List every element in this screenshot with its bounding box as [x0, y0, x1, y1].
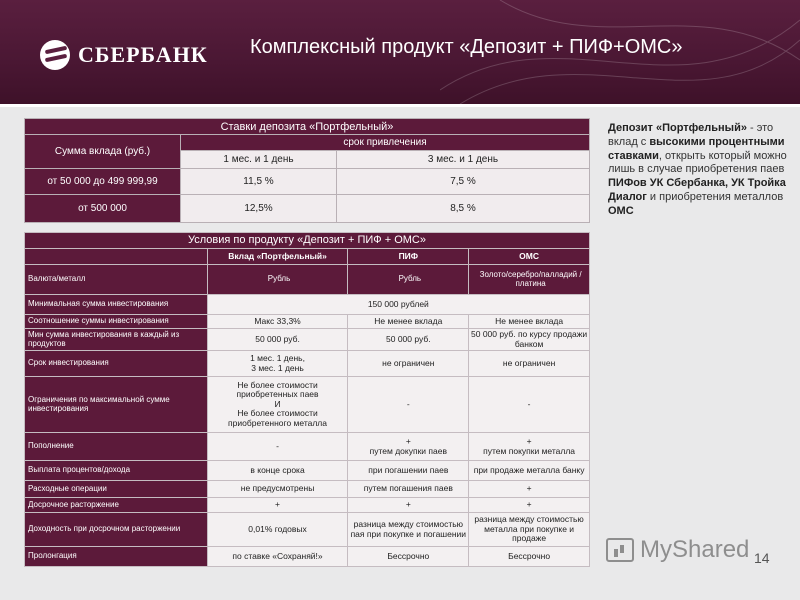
row-value: по ставке «Сохраняй!»	[207, 547, 348, 567]
chart-icon	[606, 538, 634, 562]
rates-table-title: Ставки депозита «Портфельный»	[25, 119, 590, 135]
row-value: при продаже металла банку	[469, 461, 590, 481]
logo-text: СБЕРБАНК	[78, 42, 208, 67]
side-description	[608, 122, 790, 218]
conditions-table-title: Условия по продукту «Депозит + ПИФ + ОМС»	[25, 233, 590, 249]
row-value: 50 000 руб.	[207, 329, 348, 351]
rates-row-value: 7,5 %	[337, 169, 590, 195]
row-value: + путем докупки паев	[348, 433, 469, 461]
row-label: Доходность при досрочном расторжении	[25, 513, 208, 547]
currency-value: Рубль	[348, 265, 469, 295]
page-title: Комплексный продукт «Депозит + ПИФ+ОМС»	[250, 36, 683, 58]
row-label: Пролонгация	[25, 547, 208, 567]
row-value: +	[469, 498, 590, 513]
row-value: при погашении паев	[348, 461, 469, 481]
rates-row-label: от 50 000 до 499 999,99	[25, 169, 181, 195]
currency-value: Золото/серебро/палладий /платина	[469, 265, 590, 295]
row-label: Ограничения по максимальной сумме инвестирования	[25, 377, 208, 433]
row-value: Макс 33,3%	[207, 315, 348, 329]
row-label: Срок инвестирования	[25, 351, 208, 377]
side-heading: Депозит «Портфельный»	[608, 122, 747, 134]
currency-value: Рубль	[207, 265, 348, 295]
side-emphasis: ПИФов УК Сбербанка, УК Тройка Диалог	[608, 177, 786, 203]
row-value: +	[348, 498, 469, 513]
row-value: в конце срока	[207, 461, 348, 481]
row-label: Соотношение суммы инвестирования	[25, 315, 208, 329]
header-bar	[0, 0, 800, 104]
rates-period2: 3 мес. и 1 день	[337, 151, 590, 169]
rates-row-value: 11,5 %	[181, 169, 337, 195]
side-text: , открыть который можно лишь в случае приобретения паев	[608, 149, 787, 176]
row-value: Бессрочно	[469, 547, 590, 567]
row-value: не ограничен	[348, 351, 469, 377]
row-value: разница между стоимостью металла при покупке и продаже	[469, 513, 590, 547]
row-value: + путем покупки металла	[469, 433, 590, 461]
rates-row-label: от 500 000	[25, 195, 181, 223]
page-number: 14	[754, 550, 770, 566]
row-value: Не менее вклада	[348, 315, 469, 329]
row-value: -	[469, 377, 590, 433]
row-value: 50 000 руб.	[348, 329, 469, 351]
rates-col-label: Сумма вклада (руб.)	[25, 135, 181, 169]
rates-period1: 1 мес. и 1 день	[181, 151, 337, 169]
watermark-text: MyShared	[640, 536, 750, 563]
rates-table	[24, 118, 590, 223]
rates-row-value: 8,5 %	[337, 195, 590, 223]
conditions-corner	[25, 249, 208, 265]
row-value: не ограничен	[469, 351, 590, 377]
row-value: -	[207, 433, 348, 461]
row-value: 0,01% годовых	[207, 513, 348, 547]
row-label: Минимальная сумма инвестирования	[25, 295, 208, 315]
row-value: не предусмотрены	[207, 481, 348, 498]
row-value: 1 мес. 1 день, 3 мес. 1 день	[207, 351, 348, 377]
currency-label: Валюта/металл	[25, 265, 208, 295]
side-text: и приобретения металлов	[646, 190, 784, 203]
row-label: Расходные операции	[25, 481, 208, 498]
row-value: 50 000 руб. по курсу продажи банком	[469, 329, 590, 351]
side-emphasis: ОМС	[608, 204, 634, 217]
row-value: +	[469, 481, 590, 498]
row-label: Мин сумма инвестирования в каждый из продуктов	[25, 329, 208, 351]
conditions-col-deposit: Вклад «Портфельный»	[207, 249, 348, 265]
row-value: Не более стоимости приобретенных паев И Не более стоимости приобретенного металла	[207, 377, 348, 433]
rates-row-value: 12,5%	[181, 195, 337, 223]
row-value: -	[348, 377, 469, 433]
sberbank-logo-icon	[40, 40, 70, 70]
conditions-table	[24, 232, 590, 567]
row-label: Выплата процентов/дохода	[25, 461, 208, 481]
row-value: Бессрочно	[348, 547, 469, 567]
row-label: Досрочное расторжение	[25, 498, 208, 513]
header-divider	[0, 104, 800, 107]
sberbank-logo	[40, 40, 208, 70]
row-label: Пополнение	[25, 433, 208, 461]
row-value: Не менее вклада	[469, 315, 590, 329]
row-value: 150 000 рублей	[207, 295, 589, 315]
conditions-col-oms: ОМС	[469, 249, 590, 265]
row-value: +	[207, 498, 348, 513]
row-value: путем погашения паев	[348, 481, 469, 498]
conditions-col-pif: ПИФ	[348, 249, 469, 265]
side-text: - это вклад с	[608, 122, 774, 148]
row-value: разница между стоимостью пая при покупке и погашении	[348, 513, 469, 547]
rates-period-label: срок привлечения	[181, 135, 590, 151]
side-emphasis: высокими процентными ставками	[608, 135, 785, 162]
myshared-watermark	[606, 536, 749, 564]
